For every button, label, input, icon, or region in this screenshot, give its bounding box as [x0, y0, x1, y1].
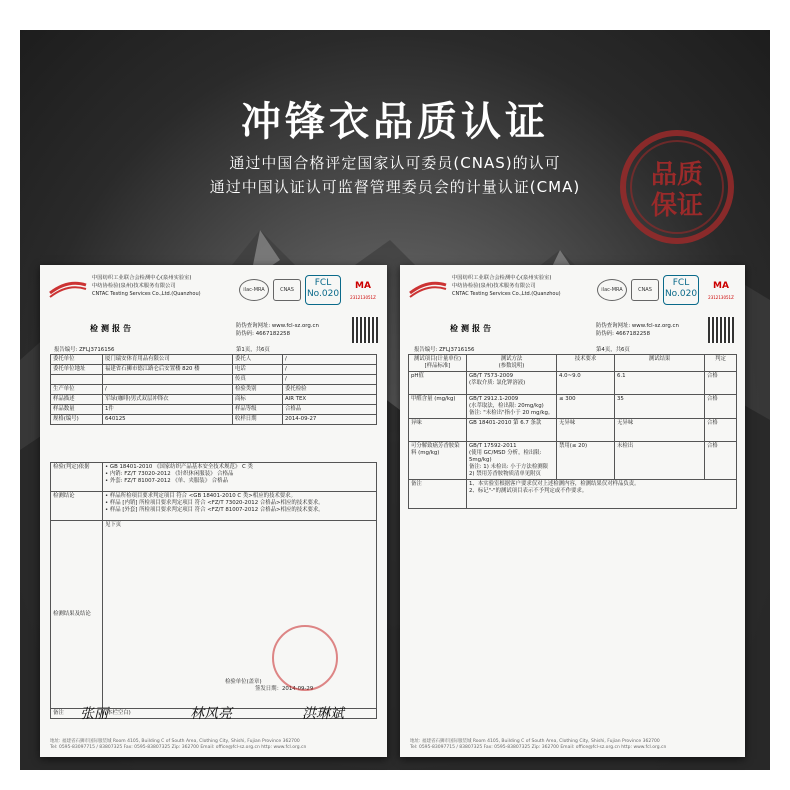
result-cell: 未检出 — [615, 442, 705, 480]
criteria-item: • 内销: FZ/T 73020-2012 《针织休闲服装》 合格品 — [105, 471, 234, 477]
blank-row — [409, 509, 737, 690]
info-cell: 收样日期 — [233, 415, 283, 425]
report-footer — [50, 739, 377, 751]
anti-fake-code: 防伪码: 4667182258 — [596, 331, 650, 337]
info-cell: 厦门瑞安体育用品有限公司 — [103, 355, 233, 365]
result-cell: 35 — [615, 395, 705, 419]
footer-address: 地址: 福建省石狮市国际服装城 Room 4105, Building C of South Area, Clothing City, Shishi, Fujian Province 362700 — [50, 739, 300, 744]
institution-en: CNTAC Testing Services Co.,Ltd.(Quanzhou) — [92, 291, 201, 297]
official-seal — [272, 625, 338, 691]
result-cell: 6.1 — [615, 372, 705, 395]
result-cell: 无异味 — [557, 419, 615, 442]
info-cell: 样品描述 — [51, 395, 103, 405]
criteria-row — [51, 463, 377, 492]
info-cell: 640125 — [103, 415, 233, 425]
criteria-item: • 外套: FZ/T 81007-2012 《单、夹服装》 合格品 — [105, 478, 228, 484]
signature-1: 张丽 — [80, 706, 108, 722]
quality-guarantee-stamp — [618, 128, 736, 246]
result-cell: GB/T 7573-2009 (萃取介质: 氯化钾溶液) — [467, 372, 557, 395]
result-cell: 禁用(≤ 20) — [557, 442, 615, 480]
column-header: 测试结果 — [615, 355, 705, 372]
cma-icon — [345, 280, 381, 300]
info-cell: 合格品 — [283, 405, 377, 415]
cma-icon — [703, 280, 739, 300]
result-cell: 合格 — [705, 442, 737, 480]
fcl-logo-icon — [663, 275, 699, 305]
info-cell: 委托人 — [233, 355, 283, 365]
page-indicator: 第1页，共6页 — [236, 347, 270, 353]
info-cell: / — [103, 385, 233, 395]
conclusion-item: • 样品 [内销] 所检项目要求判定项目 符合 <FZ/T 73020-2012 合格品>相应的技术要求。 — [105, 500, 324, 506]
result-row — [409, 395, 737, 419]
result-cell: 合格 — [705, 395, 737, 419]
info-cell: 委托检验 — [283, 385, 377, 395]
remark-row — [409, 480, 737, 509]
seal-label: 检验单位(盖章) — [225, 679, 262, 685]
page-indicator: 第4页，共6页 — [596, 347, 630, 353]
info-cell: 传真 — [233, 375, 283, 385]
report-footer — [410, 739, 735, 751]
info-cell: 2014-09-27 — [283, 415, 377, 425]
remark-item: 2、标记"-"的测试项目表示不予判定或不作要求。 — [469, 488, 588, 494]
result-cell: 可分解致癌芳香胺染料 (mg/kg) — [409, 442, 467, 480]
results-label: 检测结果及结论 — [51, 521, 103, 709]
banner-title: 冲锋衣品质认证 — [241, 99, 549, 145]
ilac-mra-icon: ilac-MRA — [239, 279, 269, 301]
result-cell: ≤ 300 — [557, 395, 615, 419]
remark-label: 备注 — [409, 480, 467, 509]
conclusion-row — [51, 492, 377, 521]
method-text: GB/T 17592-2011 (使用 GC/MSD 分析，检出限: 5mg/kg) — [469, 443, 542, 463]
info-row — [51, 415, 377, 425]
stamp-text-2: 保证 — [650, 191, 704, 221]
remark-label: 备注 — [51, 709, 103, 719]
report-number: 报告编号: ZFLJ3716156 — [54, 347, 115, 353]
info-cell: 规格(编号) — [51, 415, 103, 425]
conclusion-list — [103, 492, 377, 521]
institution-en: CNTAC Testing Services Co.,Ltd.(Quanzhou) — [452, 291, 561, 297]
ma-text: MA — [355, 281, 371, 291]
result-cell: 无异味 — [615, 419, 705, 442]
cnas-icon: CNAS — [273, 279, 301, 301]
institution-name — [452, 274, 561, 298]
institution-name — [92, 274, 201, 298]
report-header — [400, 265, 745, 307]
institution-cn-1: 中国纺织工业联合会检测中心(泉州实验室) — [92, 275, 192, 281]
column-header: 判定 — [705, 355, 737, 372]
conclusion-item: • 样品 [外套] 所检项目要求判定项目 符合 <FZ/T 81007-2012 合格品>相应的技术要求。 — [105, 507, 324, 513]
results-note: 见下页 — [105, 522, 122, 528]
results-cell — [103, 521, 377, 709]
column-header: 技术要求 — [557, 355, 615, 372]
info-cell: 电话 — [233, 365, 283, 375]
info-cell: 检验类别 — [233, 385, 283, 395]
test-results-table — [408, 354, 737, 689]
cntac-logo-icon — [408, 273, 448, 299]
info-row — [51, 355, 377, 365]
result-cell: 4.0~9.0 — [557, 372, 615, 395]
info-cell: / — [283, 365, 377, 375]
fcl-no: No.020 — [664, 289, 698, 299]
info-cell: 委托单位 — [51, 355, 103, 365]
banner-line-cma: 通过中国认证认可监督管理委员会的计量认证(CMA) — [209, 178, 581, 196]
info-cell: AIR TEX — [283, 395, 377, 405]
info-cell: 样品数量 — [51, 405, 103, 415]
result-row — [409, 442, 737, 480]
fcl-top: FCL — [672, 278, 690, 288]
fcl-logo-icon — [305, 275, 341, 305]
info-row — [51, 395, 377, 405]
ilac-mra-icon: ilac-MRA — [597, 279, 627, 301]
result-cell: pH值 — [409, 372, 467, 395]
info-row — [51, 375, 377, 385]
info-cell: 样品等级 — [233, 405, 283, 415]
results-header-row — [409, 355, 737, 372]
stamp-text-1: 品质 — [650, 160, 704, 190]
anti-fake-url: 防伪查询网址: www.fcl-sz.org.cn — [596, 323, 679, 329]
report-header — [40, 265, 387, 307]
result-cell — [467, 442, 557, 480]
info-cell: 福建省石狮市德江路仑后安置楼 820 楼 — [103, 365, 233, 375]
criteria-item: • GB 18401-2010 《国家纺织产品基本安全技术规范》 C 类 — [105, 464, 253, 470]
azo-note: 2) 禁用芳香胺物质清单见附页 — [469, 471, 541, 477]
qr-code — [352, 317, 378, 343]
info-cell — [51, 375, 103, 385]
result-cell: 合格 — [705, 372, 737, 395]
remark-list — [467, 480, 737, 509]
footer-address: 地址: 福建省石狮市国际服装城 Room 4105, Building C of South Area, Clothing City, Shishi, Fujian Province 362700 — [410, 739, 660, 744]
institution-cn-1: 中国纺织工业联合会检测中心(泉州实验室) — [452, 275, 552, 281]
cntac-logo-icon — [48, 273, 88, 299]
criteria-list — [103, 463, 377, 492]
remark-item: 1、本实验室根据客户要求仅对上述检测内容，检测结果仅对样品负责。 — [469, 481, 640, 487]
ma-code: 231213051Z — [350, 295, 376, 300]
signature-3: 洪琳斌 — [302, 706, 344, 722]
criteria-label: 检验(判定)依据 — [51, 463, 103, 492]
test-report-page-1 — [40, 265, 387, 757]
result-cell: GB/T 2912.1-2009 (水萃取法，检出限: 20mg/kg) 备注: "未检出"指小于 20 mg/kg。 — [467, 395, 557, 419]
column-header: 测试方法 (参数说明) — [467, 355, 557, 372]
signature-2: 林风亮 — [190, 706, 232, 722]
info-cell: / — [283, 375, 377, 385]
result-cell: 甲醛含量 (mg/kg) — [409, 395, 467, 419]
report-title: 检测报告 — [450, 324, 494, 333]
footer-contact: Tel: 0595-83097715 / 83807325 Fax: 0595-83807325 Zip: 362700 Email: office@fcl-sz.org.cn http: www.fcl.org.cn — [410, 745, 667, 750]
report-info-table — [50, 354, 377, 425]
info-cell: 生产单位 — [51, 385, 103, 395]
result-row — [409, 372, 737, 395]
column-header: 测试项目(计量单位) [样品标准] — [409, 355, 467, 372]
report-number: 报告编号: ZFLJ3716156 — [414, 347, 475, 353]
institution-cn-2: 中纺协检验(泉州)技术服务有限公司 — [92, 283, 176, 289]
info-cell: 委托单位地址 — [51, 365, 103, 375]
azo-note: 备注: 1) 未检出: 小于方法检测限 — [469, 464, 548, 470]
remark-value: (本栏空白) — [103, 709, 377, 719]
anti-fake-code: 防伪码: 4667182258 — [236, 331, 290, 337]
info-cell: 商标 — [233, 395, 283, 405]
info-row — [51, 385, 377, 395]
result-cell: GB 18401-2010 第 6.7 条款 — [467, 419, 557, 442]
result-cell: 异味 — [409, 419, 467, 442]
result-cell: 合格 — [705, 419, 737, 442]
accreditation-logos — [597, 275, 739, 305]
accreditation-logos — [239, 275, 381, 305]
conclusion-label: 检测结论 — [51, 492, 103, 521]
info-cell: 1件 — [103, 405, 233, 415]
info-cell: 军绿(咖啡)男式双层冲锋衣 — [103, 395, 233, 405]
cnas-icon: CNAS — [631, 279, 659, 301]
info-cell — [103, 375, 233, 385]
info-row — [51, 405, 377, 415]
ma-code: 231213051Z — [708, 295, 734, 300]
info-row — [51, 365, 377, 375]
anti-fake-url: 防伪查询网址: www.fcl-sz.org.cn — [236, 323, 319, 329]
qr-code — [708, 317, 734, 343]
report-title: 检测报告 — [90, 324, 134, 333]
footer-contact: Tel: 0595-83097715 / 83807325 Fax: 0595-83807325 Zip: 362700 Email: office@fcl-sz.org.cn http: www.fcl.org.cn — [50, 745, 307, 750]
test-report-page-4 — [400, 265, 745, 757]
info-cell: / — [283, 355, 377, 365]
banner-line-cnas: 通过中国合格评定国家认可委员(CNAS)的认可 — [229, 154, 561, 172]
ma-text: MA — [713, 281, 729, 291]
result-row — [409, 419, 737, 442]
conclusion-item: • 样品所检项目要求判定项目 符合 <GB 18401-2010 C 类>相应的技术要求。 — [105, 493, 296, 499]
fcl-top: FCL — [314, 278, 332, 288]
fcl-no: No.020 — [306, 289, 340, 299]
institution-cn-2: 中纺协检验(泉州)技术服务有限公司 — [452, 283, 536, 289]
sign-date: 签发日期：2014-09-29 — [255, 686, 314, 692]
